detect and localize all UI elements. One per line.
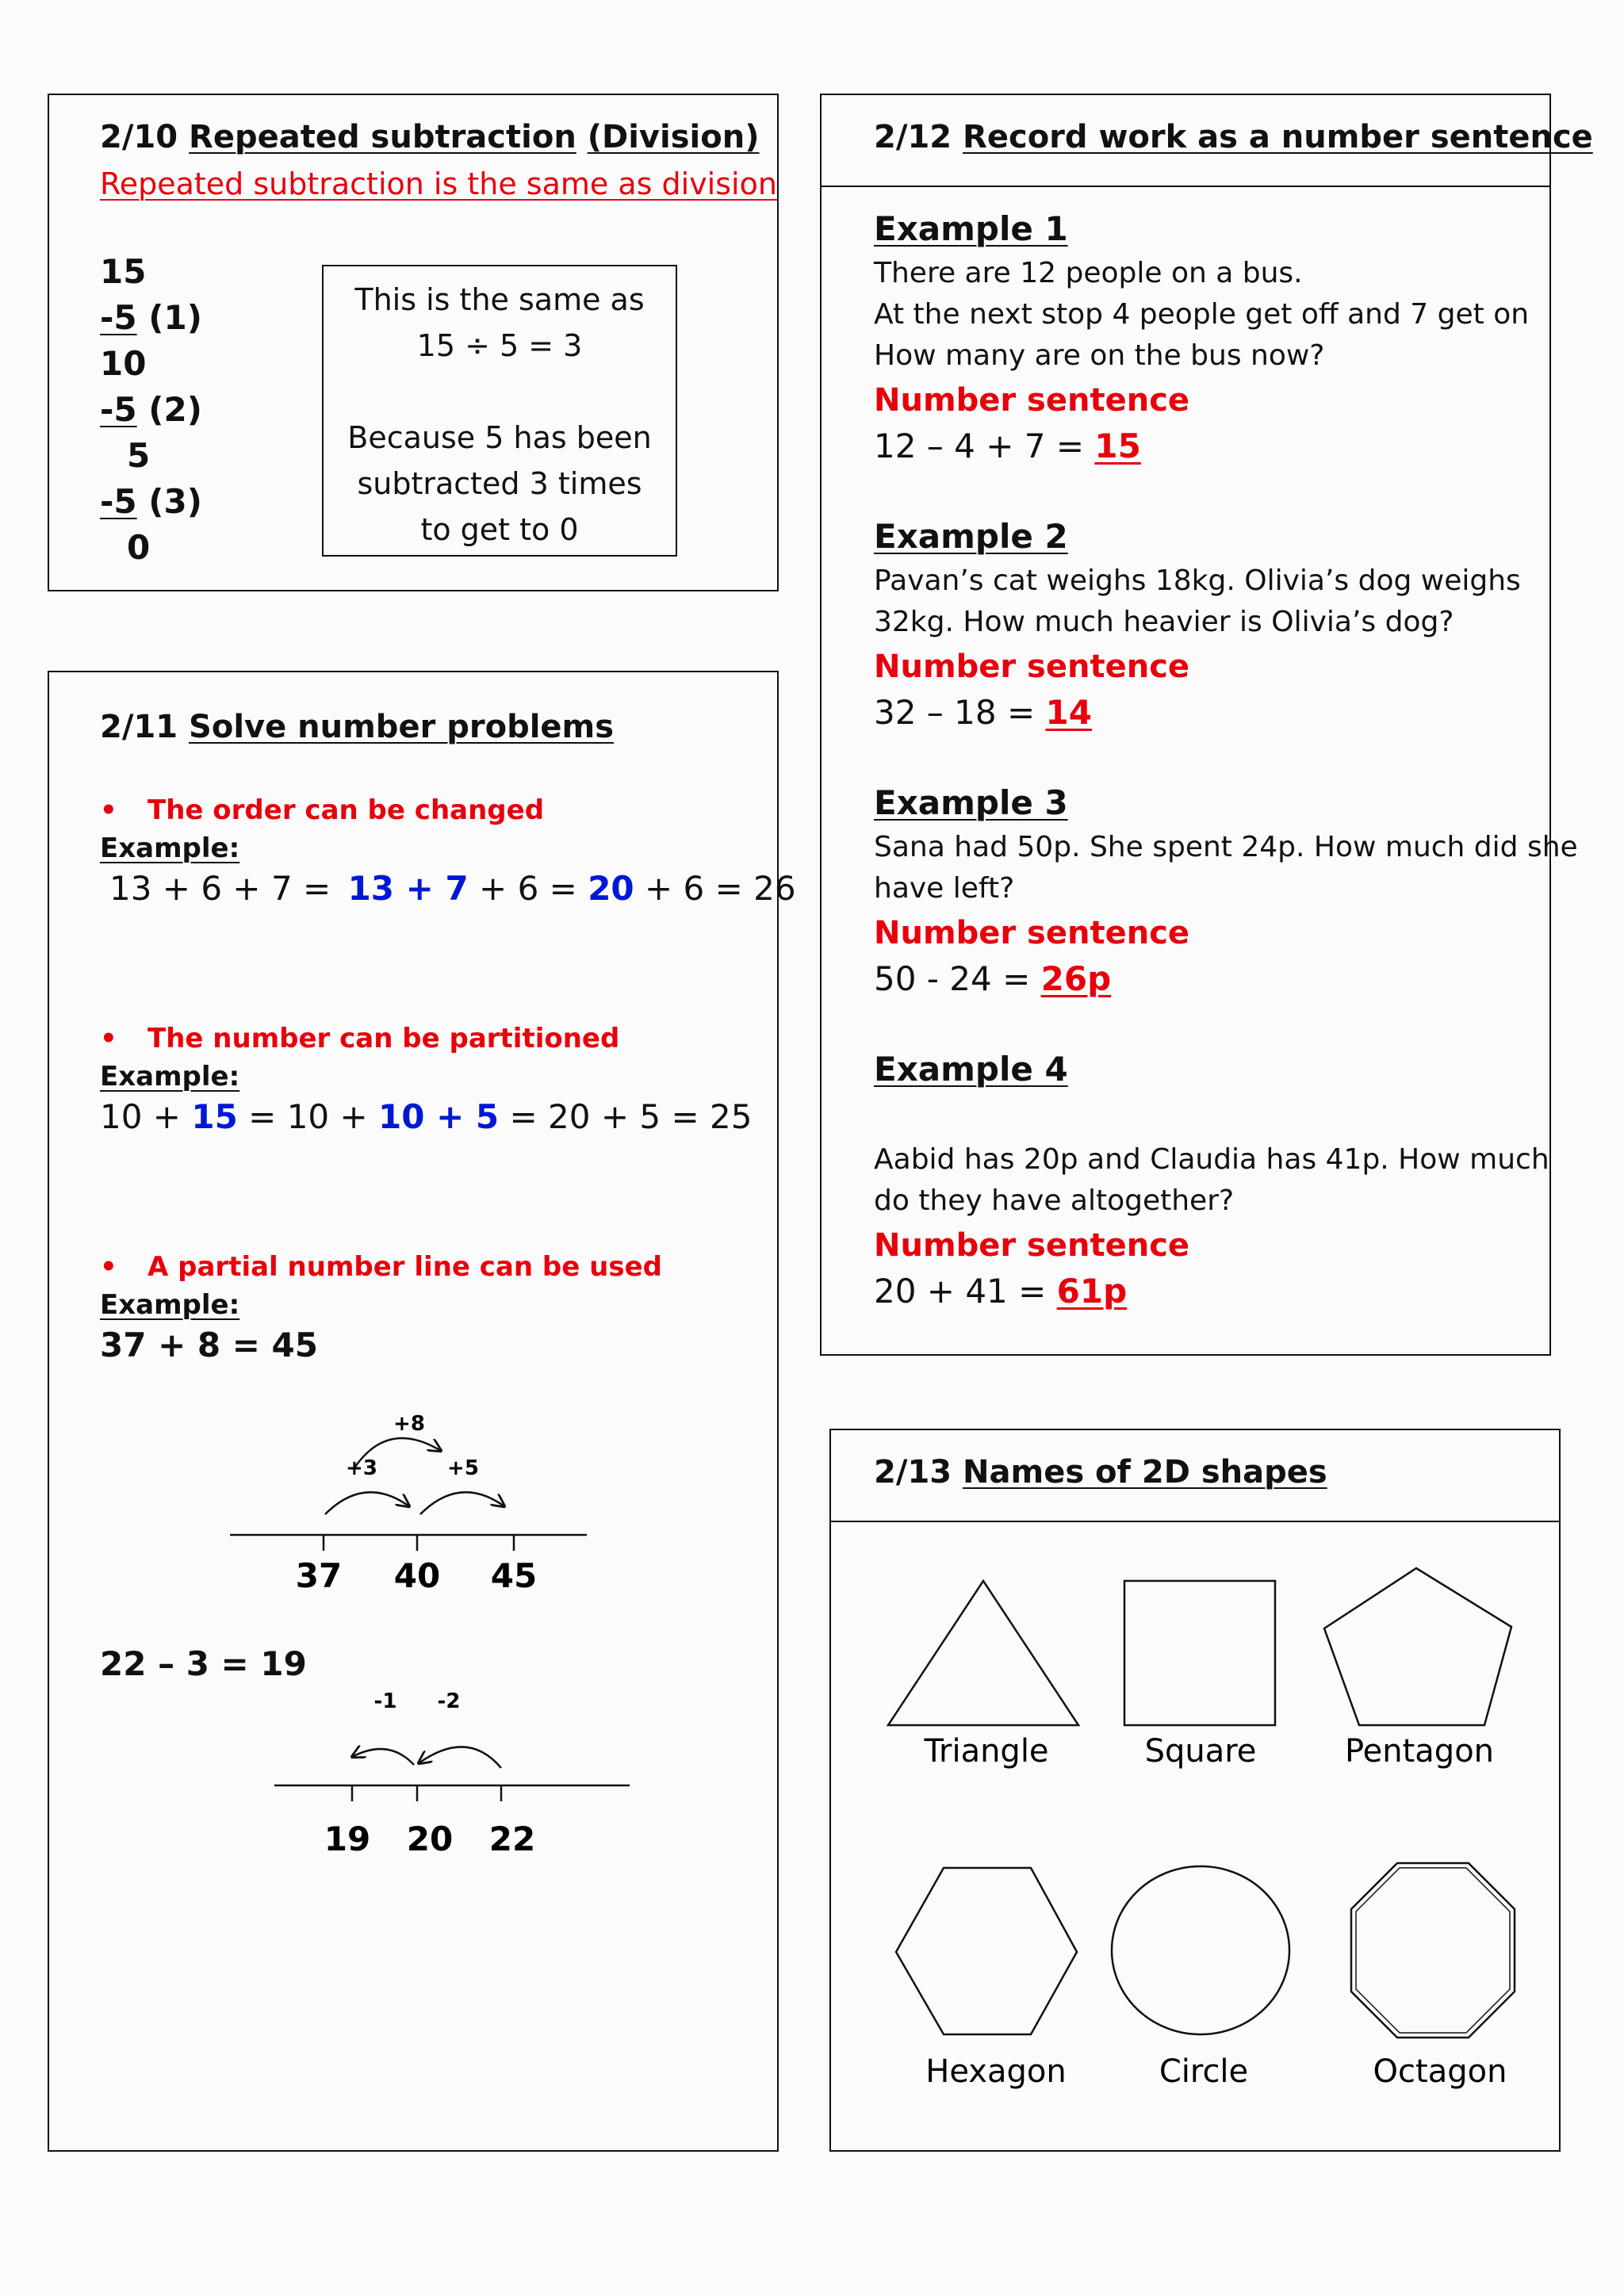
equation-subtraction: 22 – 3 = 19	[100, 1644, 307, 1683]
example-label: Example:	[100, 1289, 240, 1321]
eq-highlight: 15	[191, 1097, 238, 1136]
eq-part: + 6 =	[468, 869, 588, 908]
number-sentence-label: Number sentence	[874, 382, 1190, 419]
panel-210-subtitle: Repeated subtraction is the same as division	[100, 166, 777, 201]
tick-label: 19	[324, 1820, 371, 1858]
triangle-shape	[888, 1581, 1078, 1725]
tick-label: 22	[488, 1820, 536, 1858]
col-minus: -5	[100, 482, 137, 521]
number-line-subtraction	[262, 1681, 642, 1871]
explanation-line: subtracted 3 times	[357, 466, 642, 501]
bullet-dot: •	[100, 1251, 117, 1283]
section-code: 2/13	[874, 1454, 952, 1490]
shape-label: Triangle	[924, 1733, 1049, 1770]
equation-addition: 37 + 8 = 45	[100, 1326, 318, 1364]
number-sentence	[874, 1272, 1127, 1311]
example-line: There are 12 people on a bus.	[874, 257, 1303, 289]
col-step	[100, 298, 202, 337]
answer: 26p	[1040, 959, 1112, 998]
example-line: have left?	[874, 872, 1015, 905]
section-code: 2/10	[100, 119, 178, 155]
shape-label: Square	[1144, 1733, 1257, 1770]
shape-label: Pentagon	[1344, 1733, 1495, 1770]
number-sentence-label: Number sentence	[874, 649, 1190, 685]
explanation-line: This is the same as	[354, 282, 645, 317]
equation: 32 – 18 =	[874, 693, 1046, 732]
square-shape	[1124, 1581, 1275, 1725]
answer: 15	[1094, 427, 1141, 465]
octagon-shape	[1351, 1863, 1515, 2038]
eq-part: = 10 +	[237, 1097, 379, 1136]
bullet-text: A partial number line can be used	[147, 1251, 663, 1283]
panel-213-heading	[874, 1454, 1327, 1490]
section-title: Record work as a number sentence	[963, 119, 1593, 155]
number-sentence-label: Number sentence	[874, 1227, 1190, 1264]
col-step	[100, 482, 202, 521]
jump-label: +5	[447, 1456, 479, 1480]
col-count: (1)	[148, 298, 202, 337]
example-line: 32kg. How much heavier is Olivia’s dog?	[874, 606, 1454, 638]
example-heading: Example 3	[874, 783, 1068, 822]
col-minus: -5	[100, 390, 137, 429]
example-line: At the next stop 4 people get off and 7 get on	[874, 298, 1530, 331]
section-title: Names of 2D shapes	[963, 1454, 1327, 1490]
col-value: 10	[100, 344, 147, 383]
jump-label: +8	[393, 1412, 425, 1436]
col-value: 5	[127, 436, 151, 475]
bullet-text: The order can be changed	[147, 794, 545, 826]
bullet-order	[100, 794, 545, 826]
example-heading: Example 4	[874, 1050, 1068, 1089]
section-code: 2/12	[874, 119, 952, 155]
number-line-addition	[222, 1403, 603, 1609]
number-sentence	[874, 427, 1141, 465]
equation: 50 - 24 =	[874, 959, 1041, 998]
jump-arrow	[420, 1492, 504, 1514]
col-minus: -5	[100, 298, 137, 337]
equation-partition	[100, 1097, 752, 1136]
panel-212-heading	[874, 119, 1593, 155]
number-sentence-label: Number sentence	[874, 915, 1190, 951]
jump-arrow	[419, 1747, 501, 1768]
jump-arrow	[325, 1492, 409, 1514]
shapes-grid	[829, 1522, 1561, 2150]
tick-label: 37	[295, 1556, 343, 1595]
answer: 61p	[1056, 1272, 1128, 1311]
bullet-partition	[100, 1023, 620, 1054]
jump-label: -2	[437, 1689, 461, 1713]
example-line: Sana had 50p. She spent 24p. How much did she	[874, 831, 1578, 863]
section-title: Repeated subtraction	[189, 119, 576, 155]
section-code: 2/11	[100, 709, 178, 745]
example-label: Example:	[100, 1061, 240, 1093]
section-title: Solve number problems	[189, 709, 615, 745]
example-line: do they have altogether?	[874, 1184, 1235, 1217]
eq-part: 10 +	[100, 1097, 192, 1136]
panel-212-divider	[820, 186, 1551, 187]
col-value: 15	[100, 252, 147, 291]
shape-label: Circle	[1159, 2053, 1249, 2090]
explanation-line: to get to 0	[420, 512, 579, 547]
eq-highlight: 10 + 5	[378, 1097, 500, 1136]
bullet-text: The number can be partitioned	[147, 1023, 620, 1054]
number-sentence	[874, 959, 1111, 998]
jump-arrow	[352, 1749, 414, 1765]
tick-label: 45	[490, 1556, 538, 1595]
section-title-paren: (Division)	[587, 119, 760, 155]
col-value: 0	[127, 528, 151, 567]
shape-label: Octagon	[1373, 2053, 1507, 2090]
bullet-dot: •	[100, 1023, 117, 1054]
example-line: Aabid has 20p and Claudia has 41p. How much	[874, 1143, 1549, 1176]
shape-label: Hexagon	[925, 2053, 1067, 2090]
number-sentence	[874, 693, 1092, 732]
jump-label: +3	[346, 1456, 377, 1480]
example-label: Example:	[100, 832, 240, 864]
equation-order	[109, 869, 796, 908]
explanation-line: Because 5 has been	[347, 420, 652, 455]
eq-part: + 6 = 26	[634, 869, 796, 908]
jump-label: -1	[373, 1689, 397, 1713]
col-count: (2)	[148, 390, 202, 429]
tick-label: 20	[406, 1820, 454, 1858]
col-step	[100, 390, 202, 429]
example-line: How many are on the bus now?	[874, 339, 1325, 372]
pentagon-shape	[1324, 1568, 1511, 1725]
tick-label: 40	[393, 1556, 441, 1595]
panel-211-heading	[100, 709, 614, 745]
example-heading: Example 2	[874, 517, 1068, 556]
equation: 12 – 4 + 7 =	[874, 427, 1095, 465]
octagon-inner-outline	[1356, 1868, 1510, 2033]
col-count: (3)	[148, 482, 202, 521]
equation: 20 + 41 =	[874, 1272, 1057, 1311]
bullet-dot: •	[100, 794, 117, 826]
eq-part: = 20 + 5 = 25	[499, 1097, 753, 1136]
eq-highlight: 13 + 7	[347, 869, 469, 908]
bullet-number-line	[100, 1251, 663, 1283]
panel-210-heading	[100, 119, 759, 155]
explanation-line: 15 ÷ 5 = 3	[416, 328, 583, 363]
answer: 14	[1045, 693, 1092, 732]
example-heading: Example 1	[874, 209, 1068, 248]
example-line: Pavan’s cat weighs 18kg. Olivia’s dog weighs	[874, 564, 1521, 597]
circle-shape	[1112, 1866, 1289, 2034]
eq-highlight: 20	[588, 869, 634, 908]
eq-part: 13 + 6 + 7 =	[109, 869, 342, 908]
hexagon-shape	[896, 1868, 1077, 2034]
